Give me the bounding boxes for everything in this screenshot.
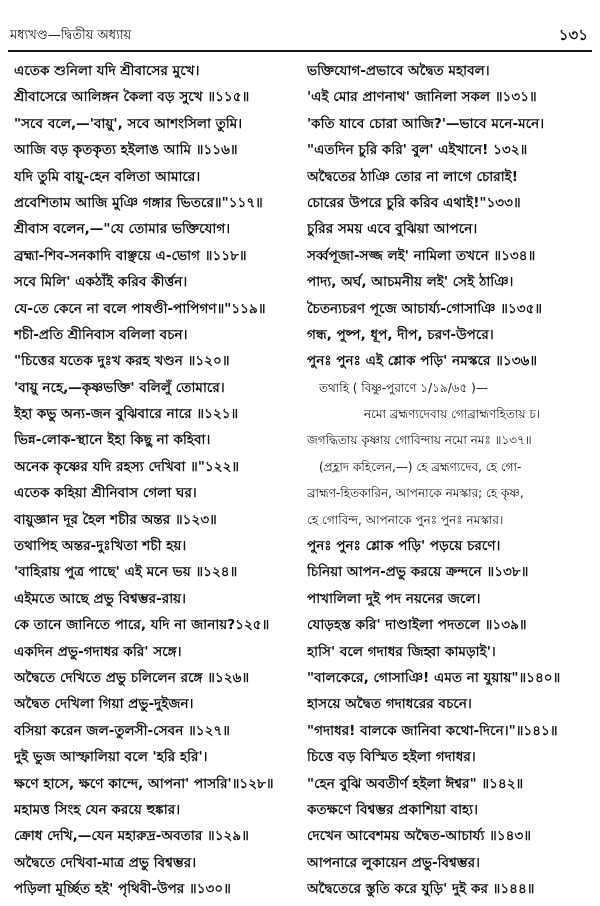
verse-line: ভিন্ন-লোক-স্থানে ইহা কিছু না কহিবা। xyxy=(14,432,211,449)
commentary-line: ব্রাহ্মণ-হিতকারিন, আপনাকে নমস্কার; হে কৃষ্ণ, xyxy=(307,486,524,501)
verse-line: 'এই মোর প্রাণনাথ' জানিলা সকল ॥১৩১॥ xyxy=(307,89,537,106)
verse-line: কতক্ষণে বিশ্বম্ভর প্রকাশিয়া বাহ্য। xyxy=(307,801,478,818)
verse-line: একদিন প্রভু-গদাধর করি' সঙ্গে। xyxy=(14,643,182,660)
verse-line: "হেন বুঝি অবতীর্ণ হইলা ঈশ্বর" ॥১৪২॥ xyxy=(307,775,524,792)
verse-line: 'বায়ু নহে,—কৃষ্ণভক্তি' বলিলুঁ তোমারে। xyxy=(14,379,225,396)
verse-line: অদ্বৈতে দেখিতে প্রভু চলিলেন রঙ্গে ॥১২৬॥ xyxy=(14,669,250,686)
verse-line: যদি তুমি বায়ু-হেন বলিতা আমারে। xyxy=(14,168,201,185)
commentary-line: হে গোবিন্দ, আপনাকে পুনঃ পুনঃ নমস্কার। xyxy=(307,512,504,527)
verse-line: শচী-প্রতি শ্রীনিবাস বলিলা বচন। xyxy=(14,326,188,343)
verse-line: চুরির সময় এবে বুঝিয়া আপনে। xyxy=(307,221,478,238)
verse-line: তথাপিহ অন্তর-দুঃখিতা শচী হয়। xyxy=(14,538,187,555)
verse-line: বায়ুজ্ঞান দূর হৈল শচীর অন্তর ॥১২৩॥ xyxy=(14,511,217,528)
verse-line: অদ্বৈত দেখিলা গিয়া প্রভু-দুইজন। xyxy=(14,696,194,713)
verse-line: প্রবেশিতাম আজি মুঞি গঙ্গার ভিতরে॥"১১৭॥ xyxy=(14,194,263,211)
verse-line: 'বাহিরায় পুত্র পাছে' এই মনে ভয় ॥১২৪॥ xyxy=(14,564,238,581)
verse-line: যোড়হস্ত করি' দাণ্ডাইলা পদতলে ॥১৩৯॥ xyxy=(307,617,527,634)
verse-line: "সবে বলে,—'বায়ু', সবে আশংসিলা তুমি। xyxy=(14,115,243,132)
commentary-line: (প্রহ্লাদ কহিলেন,—) হে ব্রহ্মণ্যদেব, হে গো- xyxy=(319,459,522,474)
verse-line: আজি বড় কৃতকৃত্য হইলাঙ আমি ॥১১৬॥ xyxy=(14,142,238,159)
verse-line: দুই ভুজ আস্ফালিয়া বলে 'হরি হরি'। xyxy=(14,749,208,766)
verse-line: চিত্তে বড় বিস্মিত হইলা গদাধর। xyxy=(307,749,476,766)
verse-line: 'কতি যাবে চোরা আজি?'—ভাবে মনে-মনে। xyxy=(307,115,545,132)
verse-line: পড়িলা মূর্চ্ছিত হই' পৃথিবী-উপর ॥১৩০॥ xyxy=(14,881,231,898)
verse-line: "এতদিন চুরি করি' বুল' এইখানে! ১৩২॥ xyxy=(307,142,528,159)
verse-line: অনেক কৃষ্ণের যদি রহস্য দেখিবা ॥"১২২॥ xyxy=(14,458,240,475)
verse-line: শ্রীবাস বলেন,—"যে তোমার ভক্তিযোগ। xyxy=(14,221,231,238)
verse-line: এতেক কহিয়া শ্রীনিবাস গেলা ঘর। xyxy=(14,485,197,502)
verse-line: "বালকেরে, গোসাঞি! এমত না যুয়ায়"॥১৪০॥ xyxy=(307,669,561,686)
header-rule xyxy=(8,50,592,52)
verse-line: চিনিয়া আপন-প্রভু করয়ে ক্রন্দনে ॥১৩৮॥ xyxy=(307,564,529,581)
running-title: মধ্যখণ্ড—দ্বিতীয় অধ্যায় xyxy=(10,28,132,43)
verse-line: শ্রীবাসেরে আলিঙ্গন কৈলা বড় সুখে ॥১১৫॥ xyxy=(14,89,250,106)
commentary-line: জগদ্ধিতায় কৃষ্ণায় গোবিন্দায় নমো নমঃ ॥১৩৭॥ xyxy=(307,433,532,448)
verse-line: ব্রহ্মা-শিব-সনকাদি বাঞ্ছয়ে এ-ভোগ ॥১১৮॥ xyxy=(14,247,247,264)
verse-line: এইমতে আছে প্রভু বিশ্বম্ভর-রায়। xyxy=(14,590,187,607)
verse-line: ক্ষণে হাসে, ক্ষণে কান্দে, আপনা' পাসরি'॥১২৮॥ xyxy=(14,775,274,792)
verse-line: চোরের উপরে চুরি করিব এথাই!"১৩৩॥ xyxy=(307,194,521,211)
left-column xyxy=(14,58,296,903)
right-column xyxy=(307,58,597,903)
verse-line: অদ্বৈতের ঠাঞি তোর না লাগে চোরাই! xyxy=(307,168,518,185)
verse-line: সবে মিলি' একঠাঁই করিব কীর্ত্তন। xyxy=(14,274,188,291)
commentary-line: তথাহি ( বিষ্ণু-পুরাণে ১/১৯/৬৫ )— xyxy=(319,380,488,395)
verse-line: ভক্তিযোগ-প্রভাবে অদ্বৈত মহাবল। xyxy=(307,63,490,79)
verse-line: যে-তে কেনে না বলে পাষণ্ডী-পাপিগণ॥"১১৯॥ xyxy=(14,300,266,317)
verse-line: পুনঃ পুনঃ এই শ্লোক পড়ি' নমস্করে ॥১৩৬॥ xyxy=(307,353,538,370)
verse-line: অদ্বৈতেরে স্তুতি করে যুড়ি' দুই কর ॥১৪৪॥ xyxy=(307,881,535,898)
verse-line: পাখালিলা দুই পদ নয়নের জলে। xyxy=(307,590,481,607)
verse-line: দেখেন আবেশময় অদ্বৈত-আচার্য্য ॥১৪৩॥ xyxy=(307,828,532,845)
verse-line: পাদ্য, অর্ঘ, আচমনীয় লই' সেই ঠাঞি। xyxy=(307,274,514,291)
page-header xyxy=(10,22,588,48)
verse-line: ইহা কভু অন্য-জন বুঝিবারে নারে ॥১২১॥ xyxy=(14,406,239,423)
verse-line: চৈতন্যচরণ পূজে আচার্য্য-গোসাঞি ॥১৩৫॥ xyxy=(307,300,543,317)
verse-line: "চিত্তের যতেক দুঃখ করহ খণ্ডন ॥১২০॥ xyxy=(14,353,230,370)
verse-line: "গদাধর! বালকে জানিবা কথো-দিনে।"॥১৪১॥ xyxy=(307,722,558,739)
verse-line: হাসয়ে অদ্বৈত গদাধরের বচনে। xyxy=(307,696,472,713)
page-number: ১৩১ xyxy=(558,26,588,44)
commentary-line: নমো ব্রহ্মণ্যদেবায় গোব্রাহ্মণহিতায় চ। xyxy=(363,407,541,422)
verse-line: মহামত্ত সিংহ যেন করয়ে হুঙ্কার। xyxy=(14,801,181,818)
verse-line: পুনঃ পুনঃ শ্লোক পড়ি' পড়য়ে চরণে। xyxy=(307,538,501,555)
verse-line: সর্ব্বপূজা-সজ্জ লই' নামিলা তখনে ॥১৩৪॥ xyxy=(307,247,536,264)
verse-line: কে তানে জানিতে পারে, যদি না জানায়?১২৫॥ xyxy=(14,617,270,634)
verse-line: বসিয়া করেন জল-তুলসী-সেবন ॥১২৭॥ xyxy=(14,722,230,739)
verse-line: আপনারে লুকায়েন প্রভু-বিশ্বম্ভর। xyxy=(307,854,480,871)
verse-line: ক্রোধ দেখি,—যেন মহারুদ্র-অবতার ॥১২৯॥ xyxy=(14,828,249,845)
verse-line: গন্ধ, পুষ্প, ধূপ, দীপ, চরণ-উপরে। xyxy=(307,326,494,343)
verse-line: অদ্বৈতে দেখিবা-মাত্র প্রভু বিশ্বম্ভর। xyxy=(14,854,197,871)
verse-line: হাসি' বলে গদাধর জিহ্বা কামড়াই'। xyxy=(307,643,496,660)
verse-line: এতেক শুনিলা যদি শ্রীবাসের মুখে। xyxy=(14,63,200,79)
